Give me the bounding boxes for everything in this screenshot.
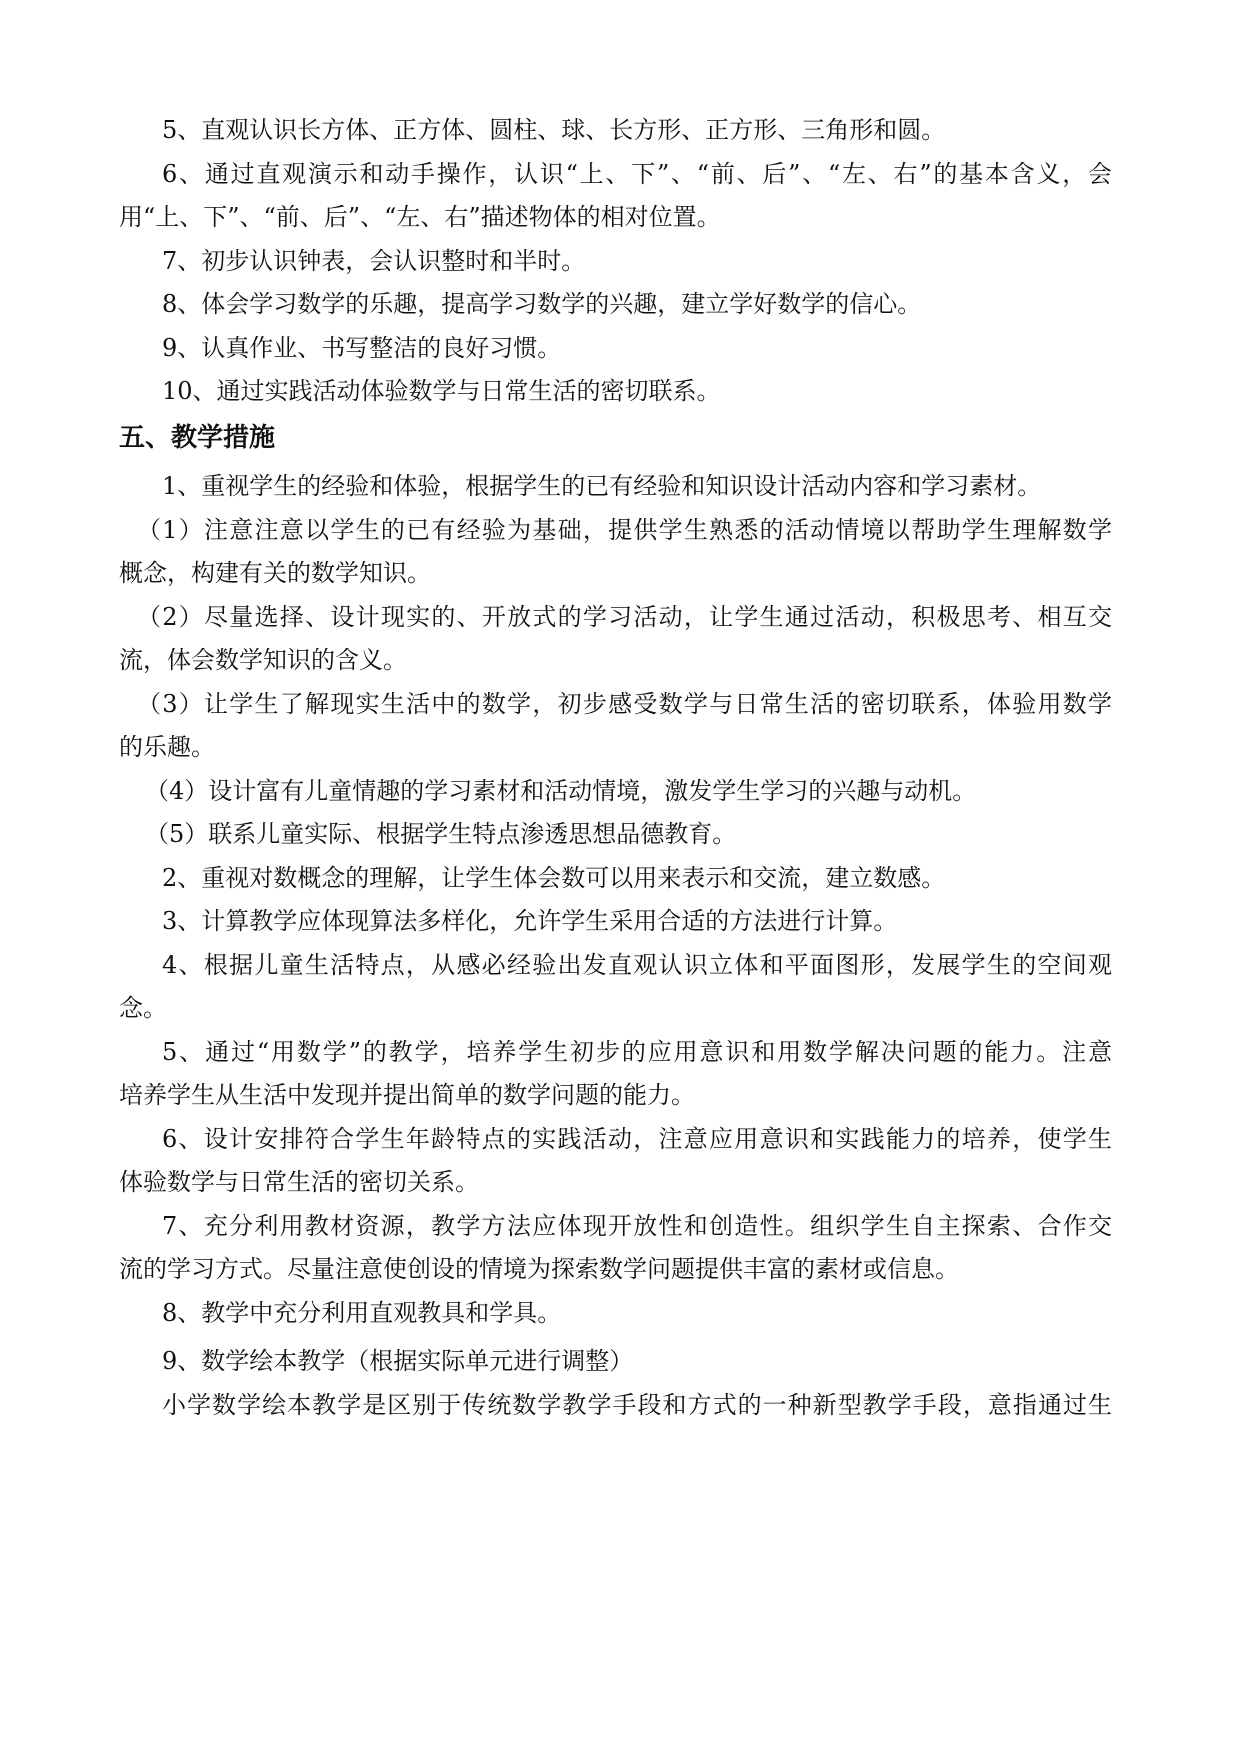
goal-item-10: 10、通过实践活动体验数学与日常生活的密切联系。 — [162, 377, 721, 405]
measure-item-6-line-1: 6、设计安排符合学生年龄特点的实践活动，注意应用意识和实践能力的培养，使学生 — [162, 1124, 1112, 1153]
measure-subitem-3-line-1: （3）让学生了解现实生活中的数学，初步感受数学与日常生活的密切联系，体验用数学 — [137, 689, 1112, 718]
measure-item-9: 9、数学绘本教学（根据实际单元进行调整） — [162, 1347, 634, 1375]
measure-item-3: 3、计算教学应体现算法多样化，允许学生采用合适的方法进行计算。 — [162, 907, 898, 935]
teaching-measures-section — [119, 417, 1112, 1427]
measure-item-8: 8、教学中充分利用直观教具和学具。 — [162, 1298, 562, 1327]
goal-item-9: 9、认真作业、书写整洁的良好习惯。 — [162, 333, 562, 362]
goal-item-6-line-2: 用“上、下”、“前、后”、“左、右”描述物体的相对位置。 — [119, 203, 721, 231]
goal-item-8: 8、体会学习数学的乐趣，提高学习数学的兴趣，建立学好数学的信心。 — [162, 290, 922, 318]
picture-book-paragraph-line-1: 小学数学绘本教学是区别于传统数学教学手段和方式的一种新型教学手段，意指通过生 — [162, 1390, 1112, 1419]
measure-subitem-3-line-2: 的乐趣。 — [119, 733, 215, 761]
measure-subitem-2-line-2: 流，体会数学知识的含义。 — [119, 646, 407, 674]
measure-item-4-line-2: 念。 — [119, 994, 167, 1022]
measure-subitem-2-line-1: （2）尽量选择、设计现实的、开放式的学习活动，让学生通过活动，积极思考、相互交 — [137, 602, 1112, 631]
measure-subitem-5: （5）联系儿童实际、根据学生特点渗透思想品德教育。 — [145, 820, 737, 848]
goal-item-7: 7、初步认识钟表，会认识整时和半时。 — [162, 246, 586, 275]
goal-item-5: 5、直观认识长方体、正方体、圆柱、球、长方形、正方形、三角形和圆。 — [162, 116, 946, 144]
measure-item-5-line-1: 5、通过“用数学”的教学，培养学生初步的应用意识和用数学解决问题的能力。注意 — [162, 1037, 1112, 1066]
section-heading: 五、教学措施 — [119, 423, 276, 453]
measure-subitem-1-line-1: （1）注意注意以学生的已有经验为基础，提供学生熟悉的活动情境以帮助学生理解数学 — [137, 515, 1112, 544]
measure-subitem-1-line-2: 概念，构建有关的数学知识。 — [119, 559, 431, 587]
measure-subitem-4: （4）设计富有儿童情趣的学习素材和活动情境，激发学生学习的兴趣与动机。 — [145, 776, 977, 805]
goals-list — [119, 109, 1112, 414]
measure-item-7-line-1: 7、充分利用教材资源，教学方法应体现开放性和创造性。组织学生自主探索、合作交 — [162, 1211, 1112, 1240]
measure-item-6-line-2: 体验数学与日常生活的密切关系。 — [119, 1168, 479, 1196]
goal-item-6-line-1: 6、通过直观演示和动手操作，认识“上、下”、“前、后”、“左、右”的基本含义，会 — [162, 159, 1112, 188]
measure-item-1: 1、重视学生的经验和体验，根据学生的已有经验和知识设计活动内容和学习素材。 — [162, 472, 1042, 500]
measure-item-5-line-2: 培养学生从生活中发现并提出简单的数学问题的能力。 — [119, 1081, 695, 1109]
measure-item-4-line-1: 4、根据儿童生活特点，从感必经验出发直观认识立体和平面图形，发展学生的空间观 — [162, 950, 1112, 979]
measure-item-2: 2、重视对数概念的理解，让学生体会数可以用来表示和交流，建立数感。 — [162, 863, 946, 892]
measure-item-7-line-2: 流的学习方式。尽量注意使创设的情境为探索数学问题提供丰富的素材或信息。 — [119, 1255, 959, 1283]
